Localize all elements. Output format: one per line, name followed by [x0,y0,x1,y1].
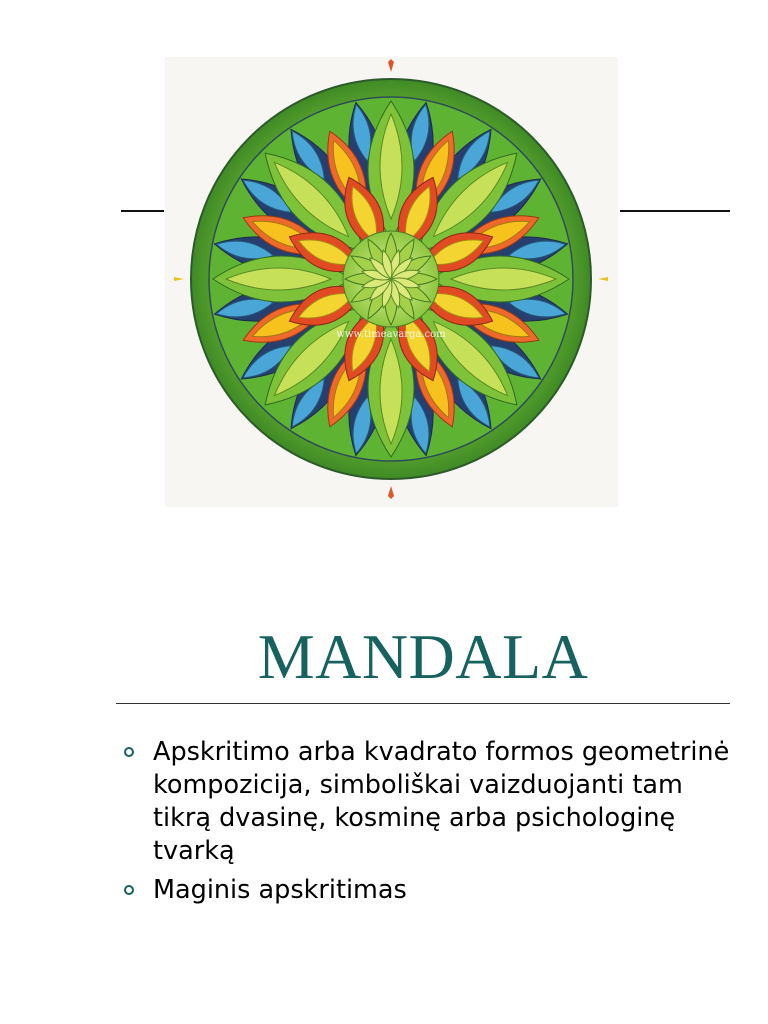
title-underline [116,703,730,704]
watermark-text: www.timeavarga.com [336,329,446,340]
mandala-image [165,57,618,507]
decorative-rule-right [620,210,730,212]
hollow-circle-bullet-icon [124,885,134,895]
slide-title: MANDALA [257,621,589,692]
bullet-item [120,736,740,868]
hollow-circle-bullet-icon [124,747,134,757]
bullet-list [120,736,740,913]
bullet-text: Apskritimo arba kvadrato formos geometrinė kompozicija, simboliškai vaizduojanti tam tikrą dvasinę, kosminę arba psichologinę tvarką [153,737,730,866]
bullet-text: Maginis apskritimas [153,875,407,905]
decorative-rule-left [121,210,164,212]
bullet-item [120,874,740,907]
